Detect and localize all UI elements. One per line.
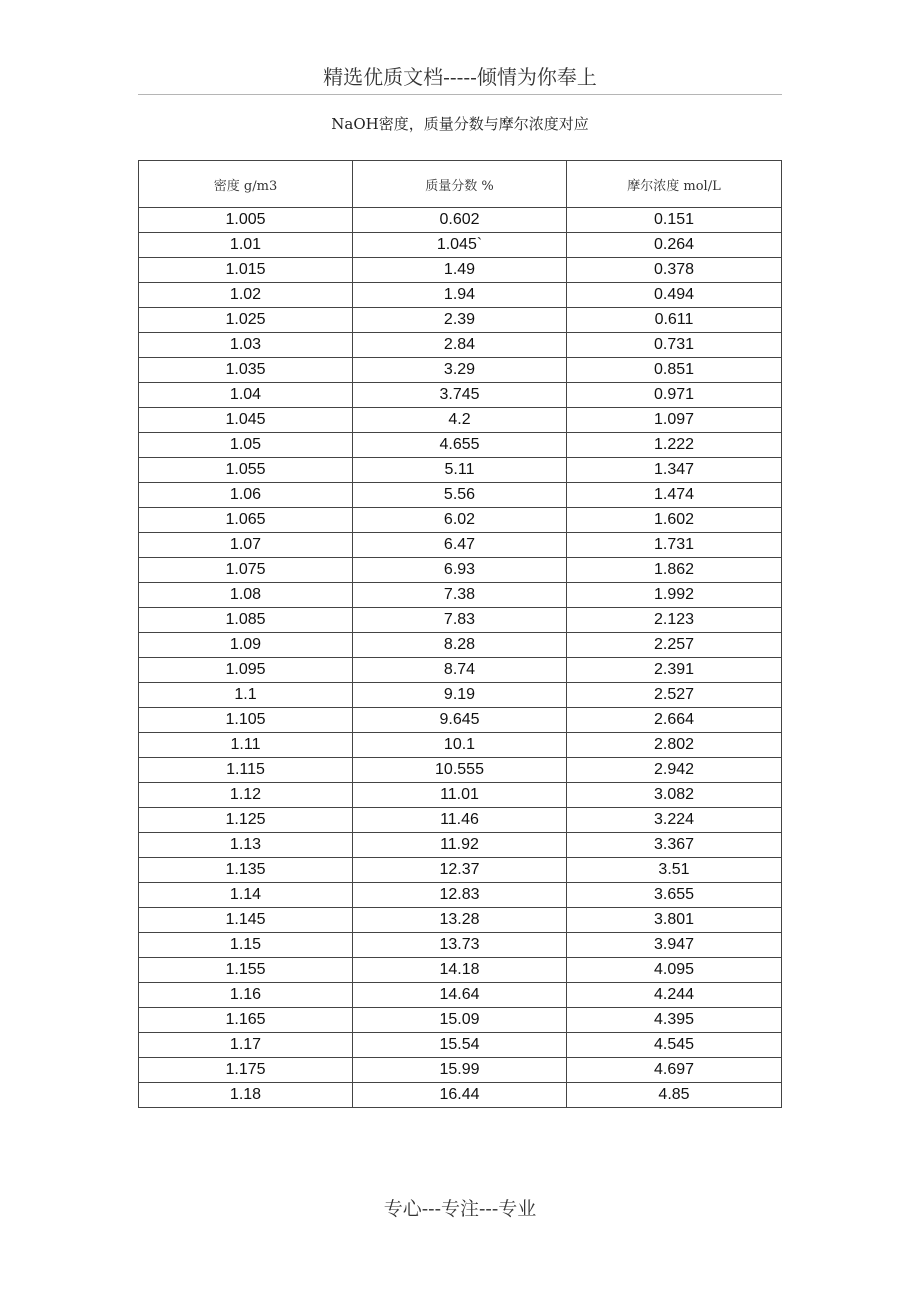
mass-fraction-cell: 2.39 — [353, 308, 567, 333]
molarity-cell: 1.992 — [567, 583, 782, 608]
molarity-cell: 2.942 — [567, 758, 782, 783]
mass-fraction-cell: 12.37 — [353, 858, 567, 883]
table-row — [139, 958, 782, 983]
molarity-cell: 0.378 — [567, 258, 782, 283]
molarity-cell: 2.664 — [567, 708, 782, 733]
density-cell: 1.165 — [139, 1008, 353, 1033]
mass-fraction-cell: 3.745 — [353, 383, 567, 408]
table-row — [139, 233, 782, 258]
molarity-cell: 1.731 — [567, 533, 782, 558]
table-row — [139, 1008, 782, 1033]
table-row — [139, 683, 782, 708]
molarity-cell: 3.801 — [567, 908, 782, 933]
molarity-cell: 3.947 — [567, 933, 782, 958]
density-cell: 1.145 — [139, 908, 353, 933]
molarity-cell: 0.494 — [567, 283, 782, 308]
table-row — [139, 708, 782, 733]
density-cell: 1.035 — [139, 358, 353, 383]
density-cell: 1.005 — [139, 208, 353, 233]
density-cell: 1.06 — [139, 483, 353, 508]
mass-fraction-cell: 6.47 — [353, 533, 567, 558]
table-row — [139, 358, 782, 383]
molarity-cell: 3.082 — [567, 783, 782, 808]
molarity-cell: 0.151 — [567, 208, 782, 233]
mass-fraction-cell: 4.2 — [353, 408, 567, 433]
mass-fraction-cell: 11.01 — [353, 783, 567, 808]
table-row — [139, 408, 782, 433]
density-cell: 1.15 — [139, 933, 353, 958]
table-row — [139, 1058, 782, 1083]
table-row — [139, 908, 782, 933]
density-cell: 1.075 — [139, 558, 353, 583]
table-row — [139, 658, 782, 683]
table-body — [139, 208, 782, 1108]
molarity-cell: 4.697 — [567, 1058, 782, 1083]
mass-fraction-cell: 1.49 — [353, 258, 567, 283]
mass-fraction-cell: 15.09 — [353, 1008, 567, 1033]
density-cell: 1.1 — [139, 683, 353, 708]
mass-fraction-cell: 11.92 — [353, 833, 567, 858]
mass-fraction-cell: 14.64 — [353, 983, 567, 1008]
mass-fraction-cell: 11.46 — [353, 808, 567, 833]
table-row — [139, 258, 782, 283]
density-cell: 1.065 — [139, 508, 353, 533]
column-header-density: 密度 g/m3 — [139, 161, 353, 208]
mass-fraction-cell: 7.38 — [353, 583, 567, 608]
mass-fraction-cell: 7.83 — [353, 608, 567, 633]
mass-fraction-cell: 5.11 — [353, 458, 567, 483]
molarity-cell: 2.391 — [567, 658, 782, 683]
mass-fraction-cell: 15.99 — [353, 1058, 567, 1083]
table-row — [139, 883, 782, 908]
density-cell: 1.125 — [139, 808, 353, 833]
density-cell: 1.01 — [139, 233, 353, 258]
table-row — [139, 983, 782, 1008]
mass-fraction-cell: 8.28 — [353, 633, 567, 658]
density-cell: 1.105 — [139, 708, 353, 733]
density-cell: 1.09 — [139, 633, 353, 658]
mass-fraction-cell: 8.74 — [353, 658, 567, 683]
naoh-data-table — [138, 160, 782, 1108]
molarity-cell: 1.097 — [567, 408, 782, 433]
mass-fraction-cell: 5.56 — [353, 483, 567, 508]
table-row — [139, 833, 782, 858]
molarity-cell: 1.222 — [567, 433, 782, 458]
document-title: NaOH密度，质量分数与摩尔浓度对应 — [331, 115, 589, 133]
table-row — [139, 1033, 782, 1058]
density-cell: 1.095 — [139, 658, 353, 683]
density-cell: 1.13 — [139, 833, 353, 858]
mass-fraction-cell: 6.02 — [353, 508, 567, 533]
table-row — [139, 933, 782, 958]
mass-fraction-cell: 13.73 — [353, 933, 567, 958]
table-row — [139, 558, 782, 583]
density-cell: 1.11 — [139, 733, 353, 758]
page-footer: 专心---专注---专业 — [383, 1198, 537, 1220]
table-row — [139, 808, 782, 833]
molarity-cell: 3.367 — [567, 833, 782, 858]
table-row — [139, 283, 782, 308]
column-header-mass-fraction: 质量分数 % — [353, 161, 567, 208]
mass-fraction-cell: 15.54 — [353, 1033, 567, 1058]
column-header-molarity: 摩尔浓度 mol/L — [567, 161, 782, 208]
header-divider — [138, 94, 782, 95]
molarity-cell: 4.244 — [567, 983, 782, 1008]
table-row — [139, 433, 782, 458]
density-cell: 1.05 — [139, 433, 353, 458]
table-row — [139, 1083, 782, 1108]
density-cell: 1.025 — [139, 308, 353, 333]
mass-fraction-cell: 1.94 — [353, 283, 567, 308]
molarity-cell: 2.527 — [567, 683, 782, 708]
table-row — [139, 733, 782, 758]
molarity-cell: 2.123 — [567, 608, 782, 633]
molarity-cell: 4.85 — [567, 1083, 782, 1108]
table-row — [139, 458, 782, 483]
molarity-cell: 1.474 — [567, 483, 782, 508]
molarity-cell: 4.395 — [567, 1008, 782, 1033]
mass-fraction-cell: 16.44 — [353, 1083, 567, 1108]
density-cell: 1.085 — [139, 608, 353, 633]
molarity-cell: 0.611 — [567, 308, 782, 333]
mass-fraction-cell: 0.602 — [353, 208, 567, 233]
density-cell: 1.045 — [139, 408, 353, 433]
density-cell: 1.055 — [139, 458, 353, 483]
mass-fraction-cell: 14.18 — [353, 958, 567, 983]
density-cell: 1.115 — [139, 758, 353, 783]
density-cell: 1.18 — [139, 1083, 353, 1108]
density-cell: 1.015 — [139, 258, 353, 283]
mass-fraction-cell: 4.655 — [353, 433, 567, 458]
table-row — [139, 508, 782, 533]
mass-fraction-cell: 3.29 — [353, 358, 567, 383]
molarity-cell: 0.264 — [567, 233, 782, 258]
molarity-cell: 1.602 — [567, 508, 782, 533]
molarity-cell: 4.545 — [567, 1033, 782, 1058]
mass-fraction-cell: 9.645 — [353, 708, 567, 733]
table-row — [139, 383, 782, 408]
density-cell: 1.175 — [139, 1058, 353, 1083]
molarity-cell: 3.224 — [567, 808, 782, 833]
mass-fraction-cell: 10.1 — [353, 733, 567, 758]
molarity-cell: 2.257 — [567, 633, 782, 658]
table-row — [139, 308, 782, 333]
molarity-cell: 0.851 — [567, 358, 782, 383]
density-cell: 1.155 — [139, 958, 353, 983]
table-row — [139, 758, 782, 783]
density-cell: 1.03 — [139, 333, 353, 358]
density-cell: 1.135 — [139, 858, 353, 883]
density-cell: 1.16 — [139, 983, 353, 1008]
molarity-cell: 1.347 — [567, 458, 782, 483]
molarity-cell: 4.095 — [567, 958, 782, 983]
mass-fraction-cell: 10.555 — [353, 758, 567, 783]
table-row — [139, 333, 782, 358]
mass-fraction-cell: 1.045` — [353, 233, 567, 258]
molarity-cell: 0.971 — [567, 383, 782, 408]
molarity-cell: 3.655 — [567, 883, 782, 908]
table-row — [139, 633, 782, 658]
density-cell: 1.08 — [139, 583, 353, 608]
mass-fraction-cell: 2.84 — [353, 333, 567, 358]
mass-fraction-cell: 9.19 — [353, 683, 567, 708]
table-row — [139, 858, 782, 883]
density-cell: 1.12 — [139, 783, 353, 808]
density-cell: 1.02 — [139, 283, 353, 308]
table-row — [139, 208, 782, 233]
molarity-cell: 0.731 — [567, 333, 782, 358]
table-row — [139, 533, 782, 558]
molarity-cell: 2.802 — [567, 733, 782, 758]
table-row — [139, 608, 782, 633]
table-row — [139, 583, 782, 608]
mass-fraction-cell: 13.28 — [353, 908, 567, 933]
molarity-cell: 3.51 — [567, 858, 782, 883]
page-header: 精选优质文档-----倾情为你奉上 — [323, 65, 597, 89]
density-cell: 1.14 — [139, 883, 353, 908]
mass-fraction-cell: 6.93 — [353, 558, 567, 583]
molarity-cell: 1.862 — [567, 558, 782, 583]
table-row — [139, 483, 782, 508]
density-cell: 1.07 — [139, 533, 353, 558]
density-cell: 1.17 — [139, 1033, 353, 1058]
table-row — [139, 783, 782, 808]
table-header-row — [139, 161, 782, 208]
mass-fraction-cell: 12.83 — [353, 883, 567, 908]
density-cell: 1.04 — [139, 383, 353, 408]
